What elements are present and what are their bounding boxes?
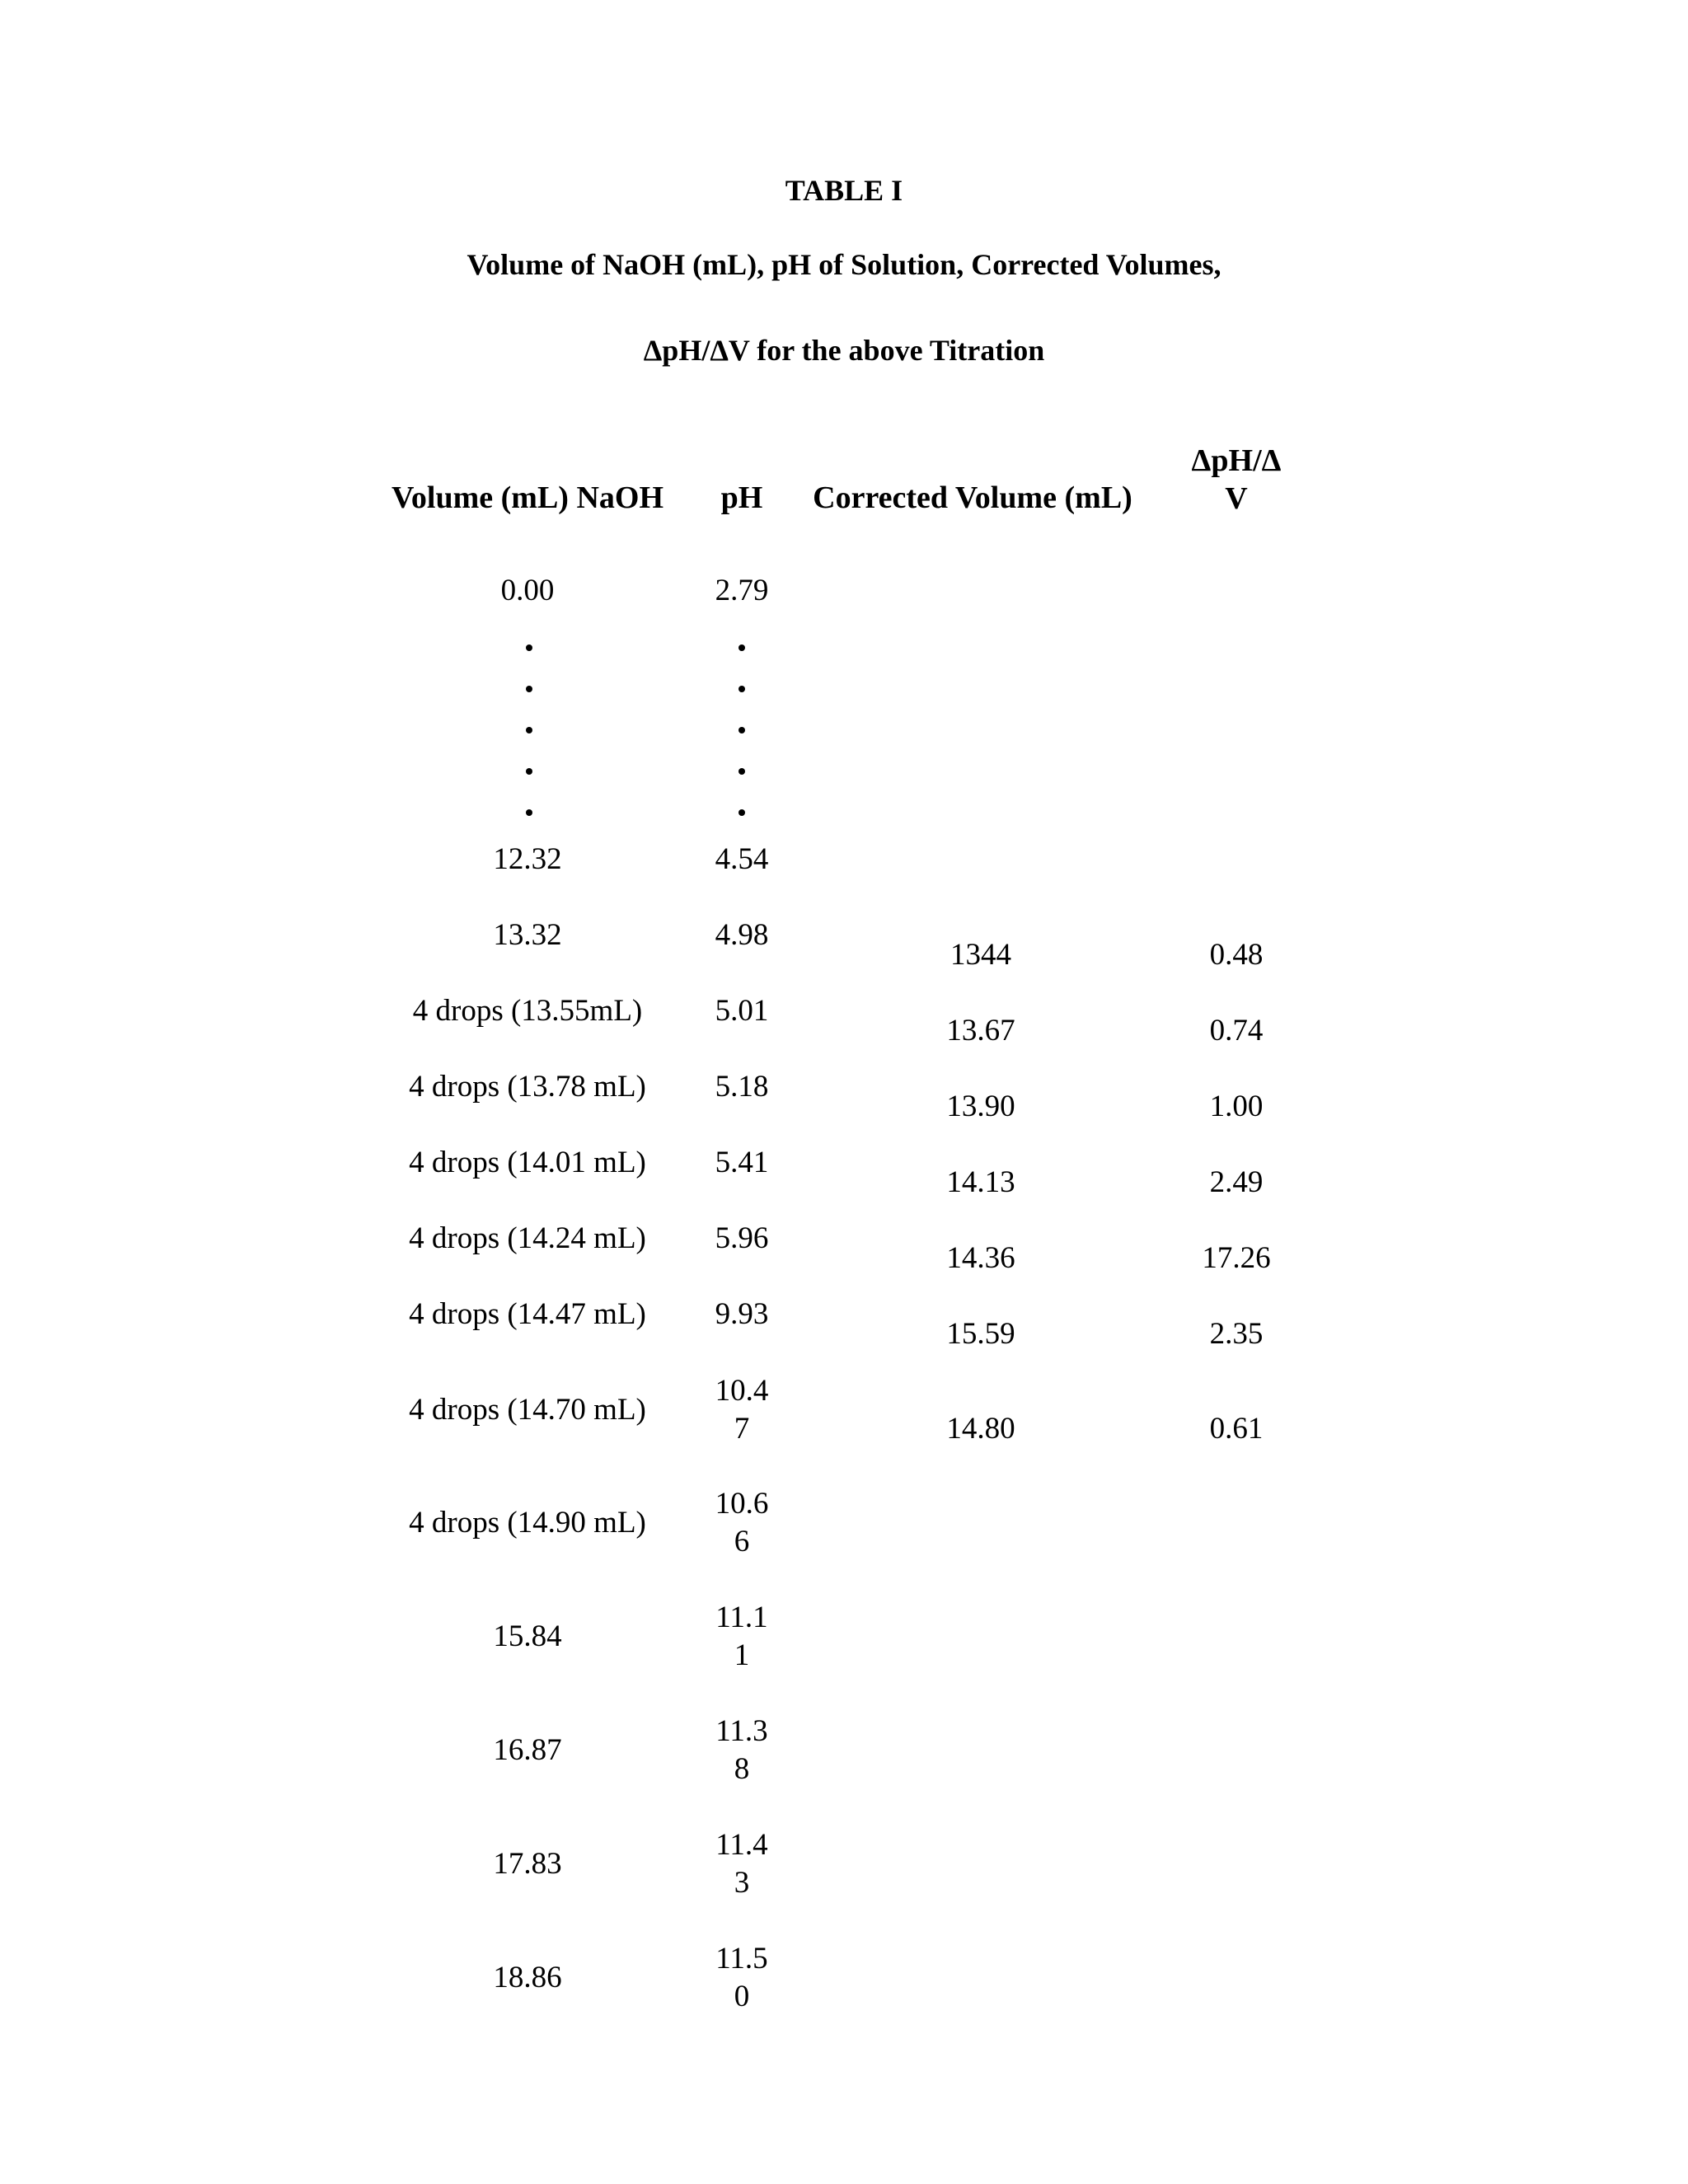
ph-cell <box>701 916 783 954</box>
volume-cell: 4 drops (14.70 mL) <box>409 1393 646 1427</box>
ph-value-line-2: 7 <box>734 1412 750 1446</box>
volume-cell: 4 drops (13.78 mL) <box>409 1070 646 1104</box>
ph-value-line-1: 5.41 <box>715 1146 769 1179</box>
corrected-volume-cell: 13.90 <box>946 1090 1015 1123</box>
volume-cell: 17.83 <box>493 1847 562 1881</box>
volume-cell: 12.32 <box>493 842 562 876</box>
ph-value-line-1: 11.4 <box>715 1828 768 1862</box>
ph-value-line-2: 8 <box>734 1752 750 1786</box>
volume-cell: 4 drops (14.47 mL) <box>409 1297 646 1331</box>
ph-value-line-1: 10.4 <box>715 1374 769 1408</box>
ph-value-line-2: 0 <box>734 1980 750 2013</box>
ph-cell <box>701 1599 783 1675</box>
volume-cell: 4 drops (14.01 mL) <box>409 1146 646 1179</box>
ph-value-line-1: 5.01 <box>715 994 769 1028</box>
ph-value-line-1: 4.98 <box>715 918 769 952</box>
volume-cell: 4 drops (13.55mL) <box>412 994 643 1028</box>
table-caption-line-1: Volume of NaOH (mL), pH of Solution, Corrected Volumes, <box>467 248 1221 281</box>
volume-cell: 4 drops (14.90 mL) <box>409 1506 646 1540</box>
header-dph-dv <box>1154 442 1319 518</box>
corrected-volume-cell: 15.59 <box>946 1317 1015 1351</box>
table-caption-line-2: ΔpH/ΔV for the above Titration <box>643 334 1045 367</box>
corrected-volume-cell: 1344 <box>950 938 1011 972</box>
ph-cell <box>701 1220 783 1258</box>
dph-dv-cell: 0.74 <box>1209 1014 1264 1047</box>
ph-cell <box>701 1485 783 1561</box>
ph-cell <box>701 992 783 1030</box>
dph-dv-cell: 1.00 <box>1209 1090 1264 1123</box>
ph-cell <box>701 1826 783 1902</box>
ph-value-line-1: 11.1 <box>715 1601 768 1634</box>
ph-value-line-1: 2.79 <box>715 574 769 607</box>
ph-cell <box>701 841 783 879</box>
ph-ellipsis <box>717 644 767 851</box>
volume-cell: 15.84 <box>493 1619 562 1653</box>
header-ph: pH <box>720 480 763 515</box>
corrected-volume-cell: 14.13 <box>946 1165 1015 1199</box>
ph-cell <box>701 1068 783 1106</box>
dph-dv-cell: 2.35 <box>1209 1317 1264 1351</box>
dph-dv-cell: 0.61 <box>1209 1412 1264 1446</box>
corrected-volume-cell: 13.67 <box>946 1014 1015 1047</box>
ph-value-line-1: 11.5 <box>715 1942 768 1975</box>
corrected-volume-cell: 14.80 <box>946 1412 1015 1446</box>
volume-cell: 0.00 <box>500 574 555 607</box>
ph-cell <box>701 1296 783 1333</box>
volume-ellipsis <box>504 644 554 851</box>
ph-cell <box>701 572 783 610</box>
ph-value-line-1: 11.3 <box>715 1714 768 1748</box>
header-corrected-volume: Corrected Volume (mL) <box>813 480 1132 515</box>
header-dph-dv-line-1: ΔpH/Δ <box>1191 443 1282 478</box>
dph-dv-cell: 0.48 <box>1209 938 1264 972</box>
volume-cell: 16.87 <box>493 1733 562 1767</box>
ph-cell <box>701 1940 783 2016</box>
header-volume: Volume (mL) NaOH <box>391 480 664 515</box>
ph-value-line-1: 5.18 <box>715 1070 769 1104</box>
ph-cell <box>701 1372 783 1448</box>
dph-dv-cell: 2.49 <box>1209 1165 1264 1199</box>
ph-value-line-1: 10.6 <box>715 1487 769 1521</box>
ph-value-line-2: 6 <box>734 1525 750 1558</box>
volume-cell: 4 drops (14.24 mL) <box>409 1221 646 1255</box>
ph-value-line-1: 5.96 <box>715 1221 769 1255</box>
ph-value-line-1: 9.93 <box>715 1297 769 1331</box>
ph-cell <box>701 1144 783 1182</box>
corrected-volume-cell: 14.36 <box>946 1241 1015 1275</box>
ph-value-line-2: 3 <box>734 1866 750 1900</box>
volume-cell: 18.86 <box>493 1961 562 1994</box>
volume-cell: 13.32 <box>493 918 562 952</box>
header-dph-dv-line-2: V <box>1225 481 1248 516</box>
dph-dv-cell: 17.26 <box>1202 1241 1271 1275</box>
ph-value-line-1: 4.54 <box>715 842 769 876</box>
ph-cell <box>701 1713 783 1788</box>
table-number: TABLE I <box>785 174 903 207</box>
ph-value-line-2: 1 <box>734 1638 750 1672</box>
